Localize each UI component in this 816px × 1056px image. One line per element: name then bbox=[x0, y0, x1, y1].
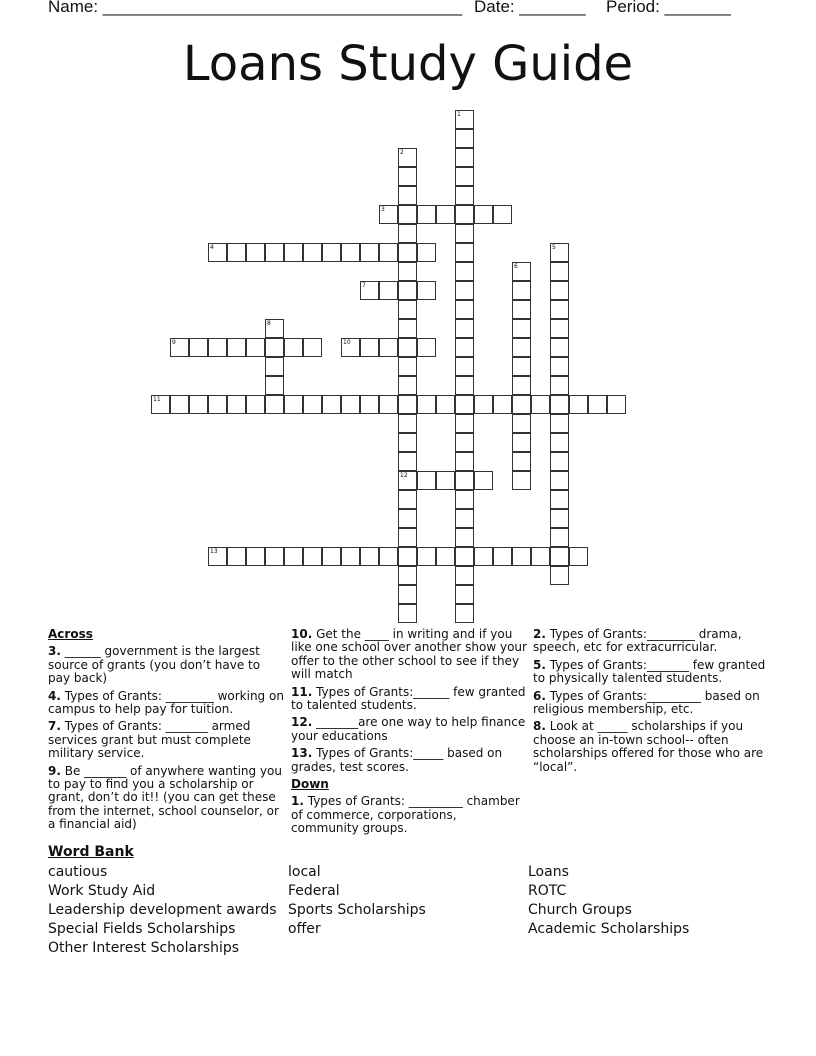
word-bank-item: Other Interest Scholarships bbox=[48, 940, 240, 956]
date-field[interactable]: Date: _______ bbox=[474, 0, 586, 16]
crossword-cell[interactable] bbox=[512, 281, 531, 300]
crossword-cell[interactable] bbox=[303, 338, 322, 357]
clue-number: 8. bbox=[533, 719, 546, 734]
clue-text: Types of Grants:_______ few granted to physically talented students. bbox=[533, 657, 766, 686]
crossword-cell[interactable] bbox=[398, 167, 417, 186]
crossword-cell[interactable] bbox=[189, 338, 208, 357]
crossword-cell[interactable] bbox=[455, 490, 474, 509]
crossword-cell[interactable] bbox=[512, 414, 531, 433]
crossword-cell[interactable] bbox=[550, 300, 569, 319]
crossword-cell[interactable] bbox=[455, 395, 474, 414]
clue-text: _______are one way to help finance your educations bbox=[291, 715, 526, 743]
crossword-cell[interactable] bbox=[550, 528, 569, 547]
crossword-cell[interactable] bbox=[455, 566, 474, 585]
clue-number-label: 5 bbox=[552, 244, 556, 251]
clue-text: Get the ____ in writing and if you like one school over another show your offer to the other school to see if they will match bbox=[291, 627, 527, 682]
word-bank-item: Church Groups bbox=[528, 902, 632, 918]
crossword-cell[interactable] bbox=[379, 243, 398, 262]
crossword-cell[interactable] bbox=[284, 243, 303, 262]
crossword-cell[interactable] bbox=[170, 395, 189, 414]
crossword-cell[interactable] bbox=[436, 395, 455, 414]
crossword-cell[interactable] bbox=[151, 395, 170, 414]
clues-column-2 bbox=[291, 628, 527, 840]
page-title: Loans Study Guide bbox=[182, 36, 634, 92]
clue-item bbox=[533, 720, 769, 774]
crossword-cell[interactable] bbox=[398, 509, 417, 528]
crossword-cell[interactable] bbox=[455, 167, 474, 186]
crossword-cell[interactable] bbox=[455, 262, 474, 281]
clue-number-label: 1 bbox=[457, 111, 461, 118]
clue-number: 13. bbox=[291, 746, 313, 761]
clue-item bbox=[291, 628, 527, 682]
crossword-cell[interactable] bbox=[360, 547, 379, 566]
clue-number: 6. bbox=[533, 688, 546, 703]
clue-text: ______ government is the largest source of grants (you don’t have to pay back) bbox=[48, 644, 261, 686]
crossword-cell[interactable] bbox=[455, 509, 474, 528]
crossword-cell[interactable] bbox=[246, 338, 265, 357]
word-bank-column-1 bbox=[48, 863, 277, 958]
crossword-cell[interactable] bbox=[455, 547, 474, 566]
crossword-cell[interactable] bbox=[436, 471, 455, 490]
crossword-cell[interactable] bbox=[379, 395, 398, 414]
clue-number: 11. bbox=[291, 684, 313, 699]
clue-number-label: 3 bbox=[381, 206, 385, 213]
crossword-cell[interactable] bbox=[550, 357, 569, 376]
crossword-cell[interactable] bbox=[455, 186, 474, 205]
crossword-cell[interactable] bbox=[550, 414, 569, 433]
clue-item bbox=[291, 795, 527, 835]
clue-text: Types of Grants:________ drama, speech, etc for extracurricular. bbox=[533, 627, 742, 655]
crossword-cell[interactable] bbox=[208, 547, 227, 566]
word-bank-item: Loans bbox=[528, 864, 569, 880]
crossword-cell[interactable] bbox=[512, 433, 531, 452]
crossword-cell[interactable] bbox=[493, 547, 512, 566]
clue-number-label: 13 bbox=[210, 548, 218, 555]
crossword-cell[interactable] bbox=[550, 471, 569, 490]
crossword-cell[interactable] bbox=[550, 547, 569, 566]
crossword-cell[interactable] bbox=[550, 452, 569, 471]
crossword-cell[interactable] bbox=[512, 262, 531, 281]
across-clues-list-1 bbox=[48, 645, 284, 831]
crossword-cell[interactable] bbox=[569, 395, 588, 414]
crossword-cell[interactable] bbox=[455, 414, 474, 433]
crossword-cell[interactable] bbox=[455, 452, 474, 471]
crossword-cell[interactable] bbox=[417, 338, 436, 357]
crossword-cell[interactable] bbox=[417, 471, 436, 490]
crossword-cell[interactable] bbox=[531, 395, 550, 414]
crossword-cell[interactable] bbox=[360, 281, 379, 300]
crossword-cell[interactable] bbox=[227, 338, 246, 357]
crossword-cell[interactable] bbox=[379, 547, 398, 566]
crossword-cell[interactable] bbox=[569, 547, 588, 566]
crossword-cell[interactable] bbox=[550, 281, 569, 300]
word-bank-item: local bbox=[288, 864, 321, 880]
clue-item bbox=[533, 690, 769, 717]
clue-item bbox=[48, 720, 284, 760]
clue-item bbox=[533, 659, 769, 686]
crossword-cell[interactable] bbox=[550, 338, 569, 357]
crossword-cell[interactable] bbox=[455, 376, 474, 395]
crossword-cell[interactable] bbox=[170, 338, 189, 357]
crossword-cell[interactable] bbox=[417, 547, 436, 566]
crossword-cell[interactable] bbox=[455, 224, 474, 243]
crossword-cell[interactable] bbox=[360, 243, 379, 262]
clue-number: 10. bbox=[291, 627, 313, 641]
crossword-cell[interactable] bbox=[398, 186, 417, 205]
crossword-cell[interactable] bbox=[284, 547, 303, 566]
crossword-cell[interactable] bbox=[398, 148, 417, 167]
crossword-cell[interactable] bbox=[303, 547, 322, 566]
crossword-cell[interactable] bbox=[398, 243, 417, 262]
crossword-cell[interactable] bbox=[398, 490, 417, 509]
crossword-cell[interactable] bbox=[322, 395, 341, 414]
down-heading: Down bbox=[291, 777, 329, 792]
crossword-cell[interactable] bbox=[398, 585, 417, 604]
word-bank-column-3 bbox=[528, 863, 689, 939]
crossword-cell[interactable] bbox=[398, 338, 417, 357]
crossword-cell[interactable] bbox=[474, 547, 493, 566]
crossword-cell[interactable] bbox=[208, 243, 227, 262]
crossword-cell[interactable] bbox=[512, 395, 531, 414]
crossword-cell[interactable] bbox=[398, 433, 417, 452]
clue-text: Types of Grants: _______ armed services grant but must complete military service. bbox=[48, 719, 251, 761]
crossword-cell[interactable] bbox=[398, 395, 417, 414]
crossword-cell[interactable] bbox=[341, 243, 360, 262]
crossword-cell[interactable] bbox=[512, 300, 531, 319]
clue-number-label: 9 bbox=[172, 339, 176, 346]
crossword-cell[interactable] bbox=[379, 205, 398, 224]
crossword-cell[interactable] bbox=[189, 395, 208, 414]
crossword-cell[interactable] bbox=[398, 414, 417, 433]
word-bank-item: cautious bbox=[48, 864, 108, 880]
word-bank-item: Work Study Aid bbox=[48, 883, 156, 899]
across-clues-list-2 bbox=[291, 628, 527, 774]
down-clues-list-1 bbox=[291, 795, 527, 835]
clue-item bbox=[48, 765, 284, 832]
crossword-cell[interactable] bbox=[398, 604, 417, 623]
clue-number: 2. bbox=[533, 627, 546, 641]
crossword-cell[interactable] bbox=[265, 376, 284, 395]
crossword-cell[interactable] bbox=[398, 471, 417, 490]
clue-text: Look at _____ scholarships if you choose an in-town school-- often scholarships offered for those who are “local”. bbox=[533, 719, 764, 774]
crossword-cell[interactable] bbox=[322, 243, 341, 262]
clue-number-label: 12 bbox=[400, 472, 408, 479]
crossword-cell[interactable] bbox=[341, 338, 360, 357]
crossword-cell[interactable] bbox=[607, 395, 626, 414]
crossword-cell[interactable] bbox=[455, 604, 474, 623]
crossword-cell[interactable] bbox=[588, 395, 607, 414]
clues-column-3 bbox=[533, 628, 769, 778]
crossword-cell[interactable] bbox=[398, 566, 417, 585]
crossword-cell[interactable] bbox=[455, 243, 474, 262]
crossword-cell[interactable] bbox=[341, 395, 360, 414]
crossword-cell[interactable] bbox=[550, 319, 569, 338]
crossword-cell[interactable] bbox=[398, 357, 417, 376]
word-bank-item: ROTC bbox=[528, 883, 567, 899]
crossword-cell[interactable] bbox=[455, 357, 474, 376]
crossword-cell[interactable] bbox=[227, 243, 246, 262]
crossword-cell[interactable] bbox=[322, 547, 341, 566]
crossword-cell[interactable] bbox=[265, 357, 284, 376]
crossword-cell[interactable] bbox=[550, 566, 569, 585]
clue-item bbox=[48, 690, 284, 717]
crossword-cell[interactable] bbox=[227, 547, 246, 566]
crossword-cell[interactable] bbox=[512, 357, 531, 376]
clue-text: Types of Grants:_____ based on grades, test scores. bbox=[291, 746, 503, 774]
clues-column-1 bbox=[48, 628, 284, 836]
word-bank-item: Federal bbox=[288, 883, 340, 899]
crossword-cell[interactable] bbox=[360, 395, 379, 414]
crossword-cell[interactable] bbox=[455, 585, 474, 604]
crossword-cell[interactable] bbox=[360, 338, 379, 357]
word-bank-item: Leadership development awards bbox=[48, 902, 277, 918]
word-bank-item: Special Fields Scholarships bbox=[48, 921, 236, 937]
crossword-cell[interactable] bbox=[265, 338, 284, 357]
clue-number: 3. bbox=[48, 644, 61, 659]
clue-number-label: 8 bbox=[267, 320, 271, 327]
clue-number: 12. bbox=[291, 715, 313, 730]
clue-number: 5. bbox=[533, 657, 546, 672]
crossword-cell[interactable] bbox=[398, 528, 417, 547]
clue-number-label: 2 bbox=[400, 149, 404, 156]
crossword-cell[interactable] bbox=[455, 433, 474, 452]
down-clues-list-2 bbox=[533, 628, 769, 774]
crossword-cell[interactable] bbox=[398, 319, 417, 338]
crossword-cell[interactable] bbox=[341, 547, 360, 566]
crossword-cell[interactable] bbox=[417, 281, 436, 300]
crossword-cell[interactable] bbox=[455, 129, 474, 148]
crossword-cell[interactable] bbox=[246, 243, 265, 262]
crossword-cell[interactable] bbox=[512, 376, 531, 395]
clue-item bbox=[291, 747, 527, 774]
crossword-cell[interactable] bbox=[398, 376, 417, 395]
crossword-cell[interactable] bbox=[436, 547, 455, 566]
crossword-cell[interactable] bbox=[379, 281, 398, 300]
crossword-cell[interactable] bbox=[379, 338, 398, 357]
crossword-cell[interactable] bbox=[493, 395, 512, 414]
clue-number: 7. bbox=[48, 719, 61, 734]
crossword-cell[interactable] bbox=[455, 471, 474, 490]
crossword-cell[interactable] bbox=[398, 281, 417, 300]
crossword-cell[interactable] bbox=[493, 205, 512, 224]
crossword-cell[interactable] bbox=[208, 395, 227, 414]
crossword-cell[interactable] bbox=[265, 395, 284, 414]
clue-number-label: 7 bbox=[362, 282, 366, 289]
clue-text: Types of Grants:_________ based on religious membership, etc. bbox=[533, 688, 760, 717]
word-bank-column-2 bbox=[288, 863, 426, 939]
clue-number: 1. bbox=[291, 794, 304, 809]
crossword-cell[interactable] bbox=[398, 262, 417, 281]
clue-number-label: 11 bbox=[153, 396, 161, 403]
crossword-cell[interactable] bbox=[512, 471, 531, 490]
clue-text: Be _______ of anywhere wanting you to pay to find you a scholarship or grant, don’t do it!! (you can get these from the internet, school counselor, or a financial aid) bbox=[48, 763, 282, 832]
crossword-cell[interactable] bbox=[208, 338, 227, 357]
crossword-cell[interactable] bbox=[455, 148, 474, 167]
clue-number: 4. bbox=[48, 688, 61, 703]
crossword-cell[interactable] bbox=[398, 300, 417, 319]
period-field[interactable]: Period: _______ bbox=[606, 0, 731, 16]
crossword-cell[interactable] bbox=[265, 243, 284, 262]
crossword-cell[interactable] bbox=[512, 452, 531, 471]
crossword-cell[interactable] bbox=[550, 490, 569, 509]
crossword-cell[interactable] bbox=[436, 205, 455, 224]
clue-item bbox=[48, 645, 284, 685]
clue-item bbox=[291, 686, 527, 713]
crossword-cell[interactable] bbox=[512, 338, 531, 357]
crossword-cell[interactable] bbox=[246, 395, 265, 414]
word-bank-heading: Word Bank bbox=[48, 844, 134, 860]
crossword-cell[interactable] bbox=[455, 338, 474, 357]
word-bank-item: Academic Scholarships bbox=[528, 921, 690, 937]
crossword-cell[interactable] bbox=[550, 433, 569, 452]
crossword-cell[interactable] bbox=[417, 243, 436, 262]
crossword-cell[interactable] bbox=[550, 376, 569, 395]
crossword-cell[interactable] bbox=[474, 395, 493, 414]
crossword-cell[interactable] bbox=[417, 205, 436, 224]
across-heading: Across bbox=[48, 627, 93, 641]
crossword-cell[interactable] bbox=[398, 224, 417, 243]
crossword-cell[interactable] bbox=[284, 395, 303, 414]
crossword-cell[interactable] bbox=[398, 452, 417, 471]
crossword-cell[interactable] bbox=[284, 338, 303, 357]
crossword-cell[interactable] bbox=[531, 547, 550, 566]
crossword-cell[interactable] bbox=[550, 395, 569, 414]
crossword-cell[interactable] bbox=[227, 395, 246, 414]
clue-number-label: 4 bbox=[210, 244, 214, 251]
crossword-cell[interactable] bbox=[246, 547, 265, 566]
crossword-cell[interactable] bbox=[265, 319, 284, 338]
crossword-cell[interactable] bbox=[455, 110, 474, 129]
crossword-cell[interactable] bbox=[512, 319, 531, 338]
crossword-cell[interactable] bbox=[455, 205, 474, 224]
crossword-cell[interactable] bbox=[474, 471, 493, 490]
crossword-cell[interactable] bbox=[550, 262, 569, 281]
crossword-cell[interactable] bbox=[417, 395, 436, 414]
clue-number-label: 10 bbox=[343, 339, 351, 346]
clue-text: Types of Grants:______ few granted to talented students. bbox=[291, 684, 526, 713]
crossword-cell[interactable] bbox=[455, 281, 474, 300]
crossword-cell[interactable] bbox=[265, 547, 284, 566]
clue-text: Types of Grants: ________ working on campus to help pay for tuition. bbox=[48, 688, 284, 717]
crossword-cell[interactable] bbox=[303, 395, 322, 414]
crossword-cell[interactable] bbox=[550, 509, 569, 528]
crossword-cell[interactable] bbox=[550, 243, 569, 262]
clue-number-label: 6 bbox=[514, 263, 518, 270]
clue-item bbox=[291, 716, 527, 743]
clue-number: 9. bbox=[48, 763, 61, 778]
word-bank-item: offer bbox=[288, 921, 321, 937]
name-field[interactable]: Name: ______________________________________ bbox=[48, 0, 463, 16]
crossword-cell[interactable] bbox=[512, 547, 531, 566]
crossword-cell[interactable] bbox=[455, 319, 474, 338]
clue-item bbox=[533, 628, 769, 655]
crossword-cell[interactable] bbox=[455, 528, 474, 547]
crossword-cell[interactable] bbox=[398, 547, 417, 566]
clue-text: Types of Grants: _________ chamber of commerce, corporations, community groups. bbox=[291, 794, 520, 836]
crossword-cell[interactable] bbox=[398, 205, 417, 224]
crossword-cell[interactable] bbox=[303, 243, 322, 262]
crossword-cell[interactable] bbox=[474, 205, 493, 224]
word-bank-item: Sports Scholarships bbox=[288, 902, 426, 918]
crossword-cell[interactable] bbox=[455, 300, 474, 319]
